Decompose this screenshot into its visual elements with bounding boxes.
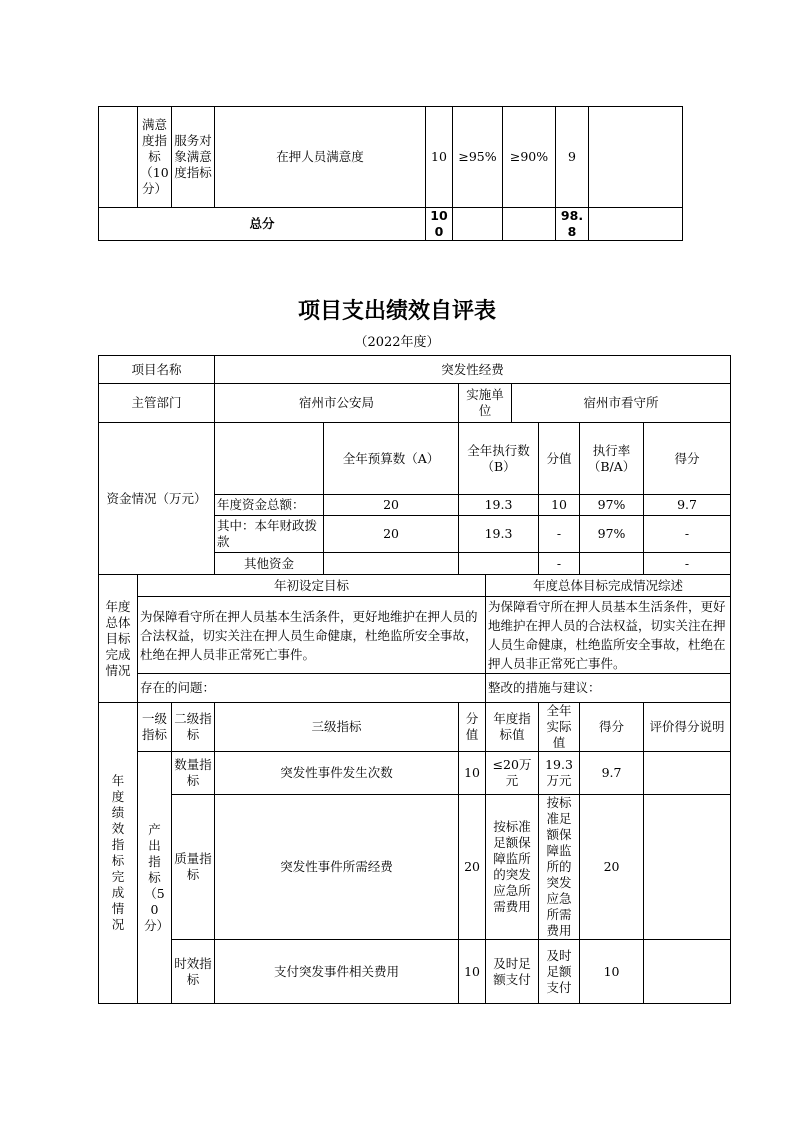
perf-header-weight: 分值 (459, 703, 486, 752)
perf-row-note (644, 940, 731, 1004)
funds-row-rate: 97% (580, 516, 644, 553)
project-name-value: 突发性经费 (215, 356, 731, 384)
satisfaction-level2: 满意度指标（10分） (138, 107, 172, 208)
page-subtitle: （2022年度） (354, 335, 440, 350)
satisfaction-score: 9 (556, 107, 589, 208)
perf-row-score: 9.7 (580, 752, 644, 795)
continued-score-table (98, 106, 683, 241)
total-actual-blank (503, 208, 556, 241)
perf-row-score: 10 (580, 940, 644, 1004)
satisfaction-note (589, 107, 683, 208)
satisfaction-level3: 服务对象满意度指标 (172, 107, 215, 208)
perf-row-l3: 突发性事件发生次数 (215, 752, 459, 795)
funds-row-budget: 20 (324, 495, 459, 516)
perf-row-l2: 质量指标 (172, 795, 215, 940)
perf-row-actual: 及时足额支付 (539, 940, 580, 1004)
funds-header-budget: 全年预算数（A） (324, 423, 459, 495)
funds-row-label: 其中：本年财政拨款 (215, 516, 324, 553)
perf-row-l2: 时效指标 (172, 940, 215, 1004)
perf-row-weight: 20 (459, 795, 486, 940)
perf-header-target: 年度指标值 (486, 703, 539, 752)
perf-row-actual: 按标准足额保障监所的突发应急所需费用 (539, 795, 580, 940)
funds-row-label: 其他资金 (215, 553, 324, 575)
perf-header-l3: 三级指标 (215, 703, 459, 752)
perf-header-l1: 一级指标 (138, 703, 172, 752)
perf-label: 年度绩效指标完成情况 (99, 703, 138, 1004)
perf-row-note (644, 795, 731, 940)
project-name-label: 项目名称 (99, 356, 215, 384)
funds-header-score: 得分 (644, 423, 731, 495)
perf-row-l2: 数量指标 (172, 752, 215, 795)
funds-row-executed: 19.3 (459, 495, 539, 516)
dept-label: 主管部门 (99, 384, 215, 423)
goal-set-label: 年初设定目标 (138, 575, 486, 597)
funds-row-score: - (644, 553, 731, 575)
funds-row-budget (324, 553, 459, 575)
output-label: 产出指标（50分） (138, 752, 172, 1004)
funds-row-rate: 97% (580, 495, 644, 516)
satisfaction-target: ≥95% (453, 107, 503, 208)
perf-row-target: 及时足额支付 (486, 940, 539, 1004)
funds-header-weight: 分值 (539, 423, 580, 495)
issues-label: 存在的问题： (138, 674, 486, 703)
funds-row-weight: - (539, 553, 580, 575)
funds-row-executed (459, 553, 539, 575)
perf-header-note: 评价得分说明 (644, 703, 731, 752)
funds-header-executed: 全年执行数（B） (459, 423, 539, 495)
total-label: 总分 (99, 208, 426, 241)
perf-row-score: 20 (580, 795, 644, 940)
satisfaction-weight: 10 (426, 107, 453, 208)
perf-row-target: 按标准足额保障监所的突发应急所需费用 (486, 795, 539, 940)
perf-row-target: ≤20万元 (486, 752, 539, 795)
funds-row-score: 9.7 (644, 495, 731, 516)
funds-row-weight: - (539, 516, 580, 553)
funds-row-label: 年度资金总额： (215, 495, 324, 516)
total-weight: 100 (426, 208, 453, 241)
self-evaluation-table (98, 355, 731, 1004)
satisfaction-indicator: 在押人员满意度 (215, 107, 426, 208)
perf-row-actual: 19.3万元 (539, 752, 580, 795)
funds-label: 资金情况（万元） (99, 423, 215, 575)
funds-header-rate: 执行率（B/A） (580, 423, 644, 495)
impl-label: 实施单位 (459, 384, 512, 423)
funds-row-weight: 10 (539, 495, 580, 516)
perf-row-l3: 支付突发事件相关费用 (215, 940, 459, 1004)
perf-row-weight: 10 (459, 752, 486, 795)
satisfaction-actual: ≥90% (503, 107, 556, 208)
funds-header-blank (215, 423, 324, 495)
goal-label: 年度总体目标完成情况 (99, 575, 138, 703)
perf-header-score: 得分 (580, 703, 644, 752)
goal-done-text: 为保障看守所在押人员基本生活条件，更好地维护在押人员的合法权益，切实关注在押人员生命健康，杜绝监所安全事故，杜绝在押人员非正常死亡事件。 (486, 597, 731, 674)
funds-row-score: - (644, 516, 731, 553)
perf-row-note (644, 752, 731, 795)
dept-value: 宿州市公安局 (215, 384, 459, 423)
blank-cell (99, 107, 138, 208)
goal-set-text: 为保障看守所在押人员基本生活条件，更好地维护在押人员的合法权益，切实关注在押人员生命健康，杜绝监所安全事故，杜绝在押人员非正常死亡事件。 (138, 597, 486, 674)
total-note-blank (589, 208, 683, 241)
funds-row-rate (580, 553, 644, 575)
total-score: 98.8 (556, 208, 589, 241)
total-target-blank (453, 208, 503, 241)
impl-value: 宿州市看守所 (512, 384, 731, 423)
funds-row-budget: 20 (324, 516, 459, 553)
perf-row-weight: 10 (459, 940, 486, 1004)
perf-header-l2: 二级指标 (172, 703, 215, 752)
perf-row-l3: 突发性事件所需经费 (215, 795, 459, 940)
goal-done-label: 年度总体目标完成情况综述 (486, 575, 731, 597)
perf-header-actual: 全年实际值 (539, 703, 580, 752)
funds-row-executed: 19.3 (459, 516, 539, 553)
page-title: 项目支出绩效自评表 (297, 299, 496, 324)
measures-label: 整改的措施与建议： (486, 674, 731, 703)
